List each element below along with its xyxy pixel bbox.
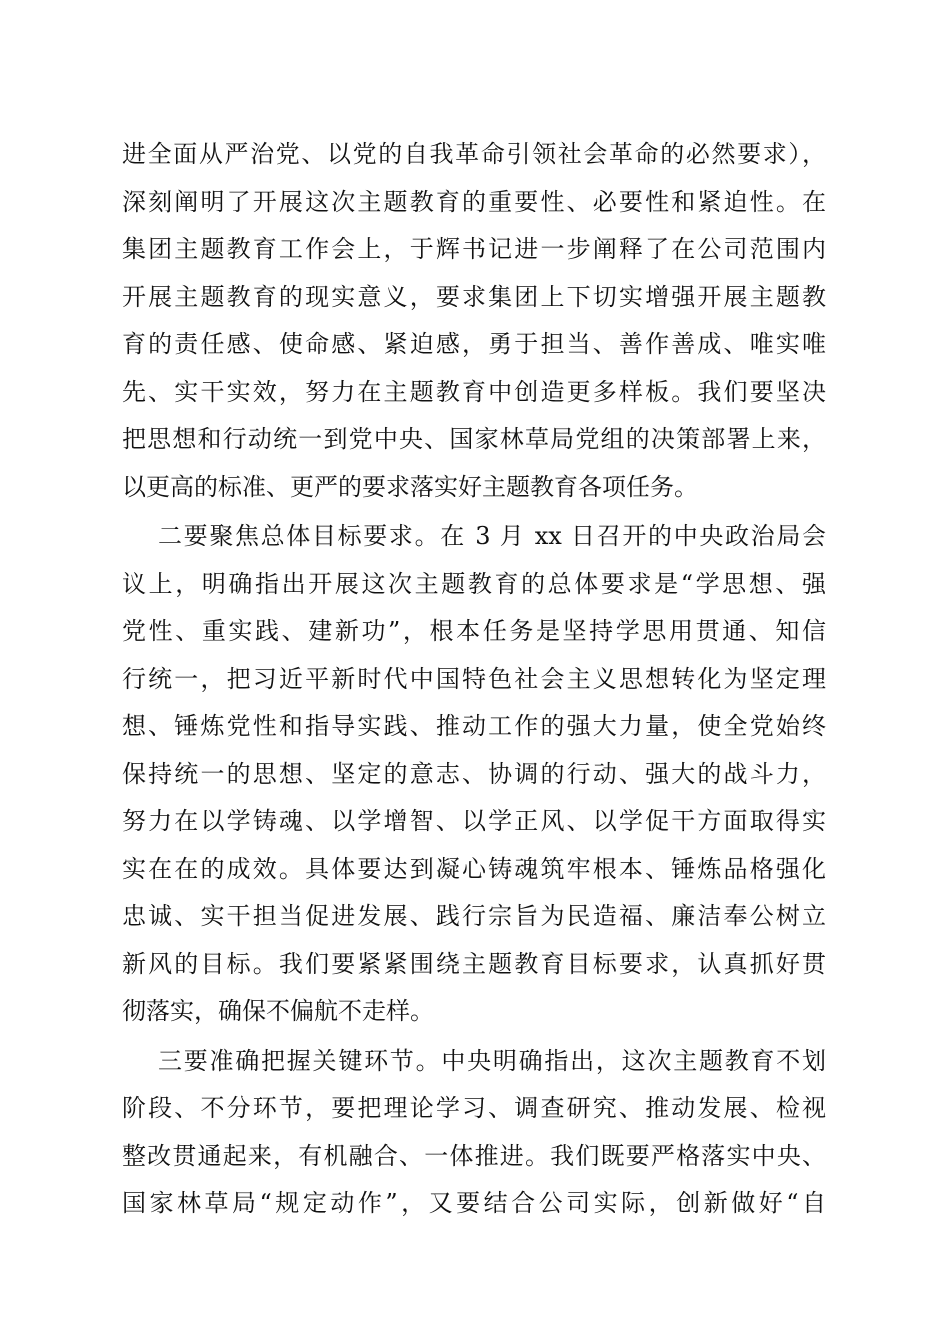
text-line: 党性、重实践、建新功”，根本任务是坚持学思用贯通、知信 [122, 617, 826, 645]
text-line: 三要准确把握关键环节。中央明确指出，这次主题教育不划 [158, 1046, 826, 1075]
text-line: 二要聚焦总体目标要求。在 3 月 xx 日召开的中央政治局会 [158, 522, 826, 550]
text-line: 保持统一的思想、坚定的意志、协调的行动、强大的战斗力， [122, 759, 826, 788]
text-line: 行统一，把习近平新时代中国特色社会主义思想转化为坚定理 [122, 664, 826, 693]
text-line: 国家林草局“规定动作”，又要结合公司实际，创新做好“自 [122, 1189, 826, 1217]
paragraph [122, 513, 826, 1036]
document-body [122, 131, 826, 1228]
text-line: 深刻阐明了开展这次主题教育的重要性、必要性和紧迫性。在 [122, 187, 826, 216]
paragraph [122, 131, 826, 511]
paragraph [122, 1038, 826, 1228]
text-line: 集团主题教育工作会上，于辉书记进一步阐释了在公司范围内 [122, 235, 826, 263]
text-line: 把思想和行动统一到党中央、国家林草局党组的决策部署上来， [122, 425, 826, 453]
text-line: 以更高的标准、更严的要求落实好主题教育各项任务。 [122, 472, 698, 501]
text-line: 育的责任感、使命感、紧迫感，勇于担当、善作善成、唯实唯 [122, 330, 826, 358]
text-line: 先、实干实效，努力在主题教育中创造更多样板。我们要坚决 [122, 377, 826, 406]
text-line: 议上，明确指出开展这次主题教育的总体要求是“学思想、强 [122, 569, 826, 598]
text-line: 阶段、不分环节，要把理论学习、调查研究、推动发展、检视 [122, 1094, 826, 1122]
text-line: 开展主题教育的现实意义，要求集团上下切实增强开展主题教 [122, 282, 826, 311]
text-line: 想、锤炼党性和指导实践、推动工作的强大力量，使全党始终 [122, 712, 826, 740]
text-line: 努力在以学铸魂、以学增智、以学正风、以学促干方面取得实 [122, 807, 826, 835]
text-line: 忠诚、实干担当促进发展、践行宗旨为民造福、廉洁奉公树立 [122, 902, 826, 930]
text-line: 彻落实，确保不偏航不走样。 [122, 997, 434, 1025]
text-line: 整改贯通起来，有机融合、一体推进。我们既要严格落实中央、 [122, 1141, 826, 1170]
text-line: 实在在的成效。具体要达到凝心铸魂筑牢根本、锤炼品格强化 [122, 854, 826, 883]
text-line: 新风的目标。我们要紧紧围绕主题教育目标要求，认真抓好贯 [122, 949, 826, 978]
text-line: 进全面从严治党、以党的自我革命引领社会革命的必然要求）， [122, 140, 826, 168]
